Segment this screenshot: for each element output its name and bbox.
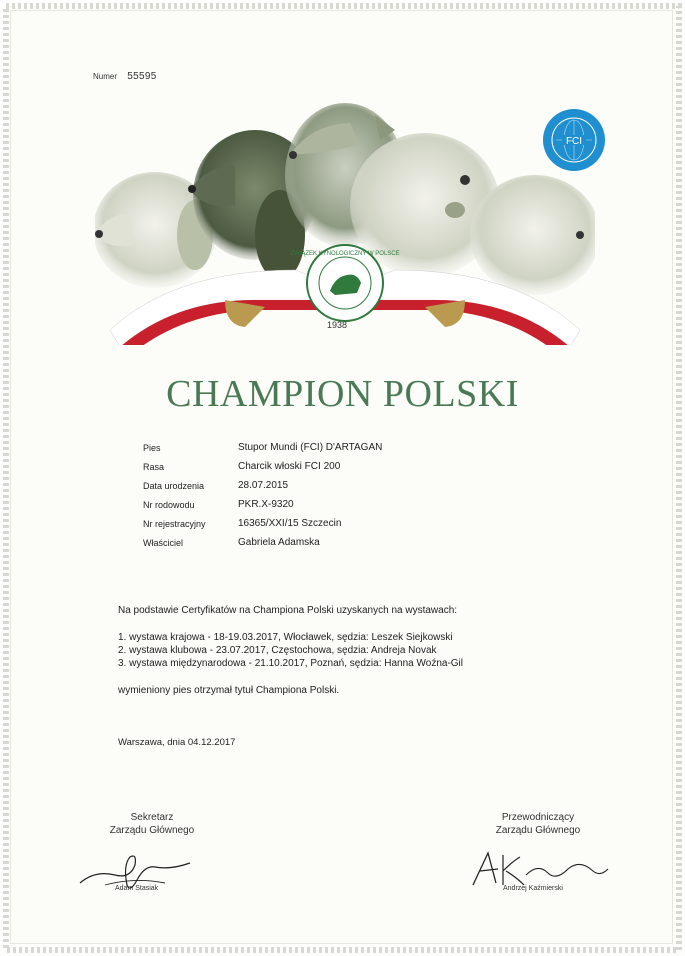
signature-block-chairman — [478, 811, 598, 837]
show-item: 2. wystawa klubowa - 23.07.2017, Częstochowa, sędzia: Andreja Novak — [118, 645, 437, 656]
place-date: Warszawa, dnia 04.12.2017 — [118, 737, 236, 748]
detail-row — [143, 495, 382, 514]
number-label: Numer — [93, 72, 118, 81]
signatory-title: Zarządu Głównego — [109, 825, 195, 836]
signature-block-secretary — [92, 811, 212, 837]
detail-row — [143, 476, 382, 495]
detail-label: Właściciel — [143, 537, 184, 548]
detail-row — [143, 438, 382, 457]
zk-ring-text: ZWIĄZEK KYNOLOGICZNY W POLSCE — [290, 251, 400, 257]
detail-label: Nr rejestracyjny — [143, 518, 206, 529]
founding-year: 1938 — [327, 320, 348, 330]
signatory-title: Sekretarz — [130, 812, 174, 823]
detail-row — [143, 533, 382, 552]
dog-head-right — [470, 175, 595, 295]
dog-details — [143, 438, 382, 552]
fci-text: FCI — [565, 136, 583, 147]
detail-row — [143, 457, 382, 476]
dogs-illustration — [95, 95, 595, 345]
detail-value: Gabriela Adamska — [238, 537, 320, 548]
fci-logo — [542, 108, 606, 172]
conclusion-text: wymieniony pies otrzymał tytuł Championa Polski. — [118, 685, 340, 696]
detail-value: Stupor Mundi (FCI) D'ARTAGAN — [238, 442, 383, 453]
intro-text: Na podstawie Certyfikatów na Championa Polski uzyskanych na wystawach: — [118, 605, 458, 616]
detail-label: Rasa — [143, 461, 165, 472]
detail-label: Nr rodowodu — [143, 499, 195, 510]
certificate-number — [93, 71, 157, 82]
certificate-body — [118, 604, 463, 697]
detail-row — [143, 514, 382, 533]
show-item: 3. wystawa międzynarodowa - 21.10.2017, Poznań, sędzia: Hanna Woźna-Gil — [118, 658, 464, 669]
certificate-title: CHAMPION POLSKI — [166, 373, 519, 415]
detail-value: PKR.X-9320 — [238, 499, 294, 510]
detail-label: Data urodzenia — [143, 480, 205, 491]
detail-value: 28.07.2015 — [238, 480, 289, 491]
show-item: 1. wystawa krajowa - 18-19.03.2017, Włocławek, sędzia: Leszek Siejkowski — [118, 632, 453, 643]
signatory-name: Andrzej Kaźmierski — [503, 885, 563, 892]
signatory-name: Adam Stasiak — [115, 885, 159, 892]
number-value: 55595 — [127, 71, 157, 82]
detail-value: Charcik włoski FCI 200 — [238, 461, 341, 472]
signature-chairman — [468, 845, 618, 890]
signatory-title: Zarządu Głównego — [495, 825, 581, 836]
detail-label: Pies — [143, 442, 161, 453]
detail-value: 16365/XXI/15 Szczecin — [238, 518, 342, 529]
signatory-title: Przewodniczący — [501, 812, 575, 823]
